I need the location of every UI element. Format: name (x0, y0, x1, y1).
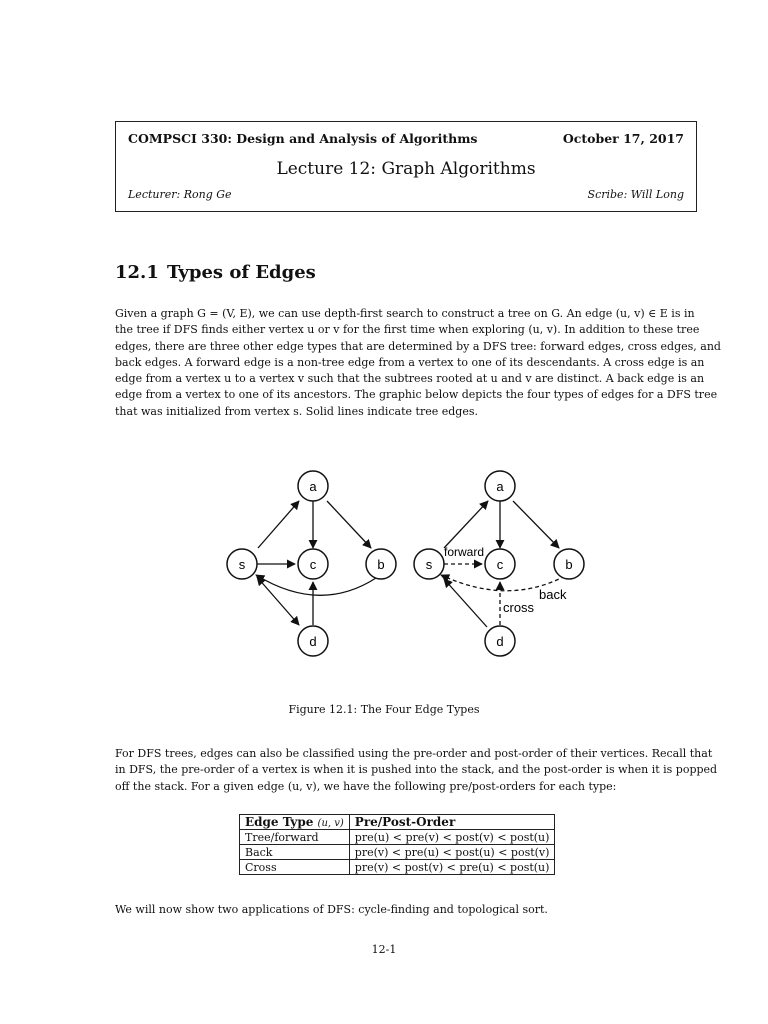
left-graph (227, 471, 396, 656)
header-text: Edge Type (245, 815, 314, 829)
section-title: Types of Edges (167, 262, 316, 283)
paragraph-line: For DFS trees, edges can also be classified using the pre-order and post-order of their vertices. Recall that (115, 747, 713, 760)
node-label: a (309, 479, 317, 494)
paragraph-line: edge from a vertex to one of its ancestors. The graphic below depicts the four types of edges for a DFS tree (115, 388, 718, 402)
table-row (240, 830, 555, 845)
intro-paragraph (115, 306, 721, 420)
paragraph-line: off the stack. For a given edge (u, v), we have the following pre/post-orders for each type: (115, 779, 617, 793)
section-number: 12.1 (115, 262, 159, 283)
column-header-order: Pre/Post-Order (349, 815, 555, 830)
tree-edge-s-d (444, 579, 487, 627)
paragraph-line: the tree if DFS finds either vertex u or v for the first time when exploring (u, v). In addition to these tree (115, 323, 700, 337)
node-label: s (238, 557, 246, 572)
column-header-edge-type (240, 815, 350, 830)
edge-s-a (258, 501, 299, 548)
table-header-row (240, 815, 555, 830)
lecture-title: Lecture 12: Graph Algorithms (276, 159, 536, 179)
section-heading (115, 262, 316, 283)
edge-type-cell: Back (240, 845, 350, 860)
node-label: c (496, 557, 504, 572)
lecture-header-box (115, 121, 697, 212)
graph-diagram (208, 444, 612, 672)
node-s (227, 549, 257, 579)
paragraph-line: in DFS, the pre-order of a vertex is when it is pushed into the stack, and the post-order is when it is popped (115, 763, 718, 777)
edge-type-cell: Cross (240, 860, 350, 875)
figure-caption: Figure 12.1: The Four Edge Types (288, 703, 480, 716)
table-row (240, 845, 555, 860)
node-label: b (377, 557, 385, 572)
node-d (485, 626, 515, 656)
tree-edge-a-b (513, 501, 559, 548)
table-row (240, 860, 555, 875)
paragraph-line: back edges. A forward edge is a non-tree edge from a vertex to one of its descendants. A cross edge is an (115, 355, 705, 369)
node-a (485, 471, 515, 501)
paragraph-line: Given a graph G = (V, E), we can use depth-first search to construct a tree on G. An edge (u, v) ∈ E is in (115, 307, 695, 320)
paragraph-line: that was initialized from vertex s. Solid lines indicate tree edges. (115, 404, 478, 418)
node-label: d (309, 634, 317, 649)
node-d (298, 626, 328, 656)
header-edge-notation: (u, v) (317, 818, 344, 829)
order-paragraph (115, 746, 718, 795)
node-b (554, 549, 584, 579)
node-c (298, 549, 328, 579)
order-cell: pre(v) < post(v) < pre(u) < post(u) (349, 860, 555, 875)
order-cell: pre(v) < pre(u) < post(u) < post(v) (349, 845, 555, 860)
node-label: a (496, 479, 504, 494)
tree-edge-s-a (444, 501, 488, 548)
edge-s-d (257, 577, 299, 625)
paragraph-line: edges, there are three other edge types that are determined by a DFS tree: forward edges, cross edges, and (115, 339, 721, 353)
node-label: c (309, 557, 317, 572)
edge-types-figure (208, 444, 612, 672)
course-name: COMPSCI 330: Design and Analysis of Algorithms (128, 131, 478, 146)
lecturer: Lecturer: Rong Ge (128, 188, 232, 201)
paragraph-line: edge from a vertex u to a vertex v such that the subtrees rooted at u and v are distinct. A back edge is an (115, 372, 705, 386)
node-label: s (425, 557, 433, 572)
node-label: d (496, 634, 504, 649)
scribe: Scribe: Will Long (587, 188, 684, 201)
node-b (366, 549, 396, 579)
order-cell: pre(u) < pre(v) < post(v) < post(u) (349, 830, 555, 845)
lecture-date: October 17, 2017 (562, 131, 684, 146)
edge-order-table (239, 814, 555, 875)
right-graph (414, 471, 584, 656)
closing-sentence: We will now show two applications of DFS: cycle-finding and topological sort. (115, 903, 548, 916)
node-label: b (565, 557, 573, 572)
node-a (298, 471, 328, 501)
node-s (414, 549, 444, 579)
forward-edge-label: forward (444, 545, 485, 559)
cross-edge-label: cross (503, 600, 535, 615)
node-c (485, 549, 515, 579)
back-edge-label: back (539, 587, 567, 602)
edge-type-cell: Tree/forward (240, 830, 350, 845)
edge-a-b (327, 501, 371, 548)
page-number: 12-1 (371, 943, 397, 956)
